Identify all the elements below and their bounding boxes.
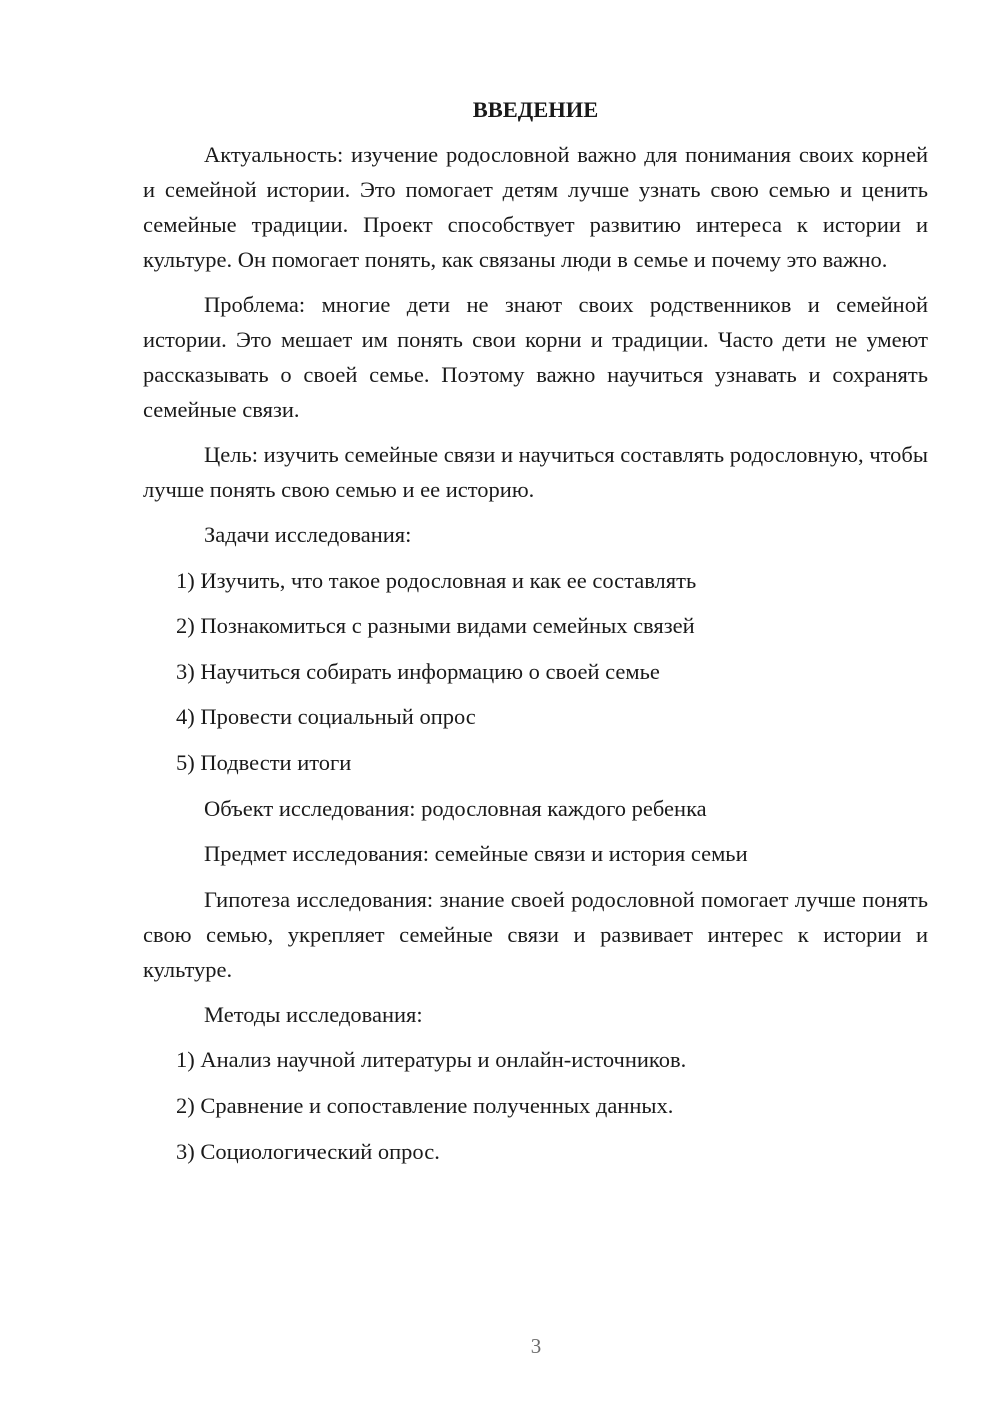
page-number: 3 <box>530 1334 542 1358</box>
goal-paragraph: Цель: изучить семейные связи и научиться составлять родословную, чтобы лучше понять свою семью и ее историю. <box>143 442 928 502</box>
task-list-item: 3) Научиться собирать информацию о своей семье <box>176 658 660 684</box>
methods-title: Методы исследования: <box>204 1001 423 1027</box>
method-list-item: 3) Социологический опрос. <box>176 1138 440 1164</box>
problem-paragraph: Проблема: многие дети не знают своих родственников и семейной истории. Это мешает им понять свои корни и традиции. Часто дети не умеют рассказывать о своей семье. Поэтому важно научиться узнавать и сохранять семейные связи. <box>143 292 928 422</box>
task-list-item: 5) Подвести итоги <box>176 749 352 775</box>
document-body <box>143 92 928 1179</box>
task-list-item: 4) Провести социальный опрос <box>176 704 476 730</box>
research-subject: Предмет исследования: семейные связи и история семьи <box>204 841 748 867</box>
tasks-title: Задачи исследования: <box>204 522 412 547</box>
method-list-item: 2) Сравнение и сопоставление полученных данных. <box>176 1092 674 1118</box>
task-list-item: 1) Изучить, что такое родословная и как ее составлять <box>176 567 697 593</box>
section-heading: ВВЕДЕНИЕ <box>472 97 599 122</box>
method-list-item: 1) Анализ научной литературы и онлайн-источников. <box>176 1047 687 1073</box>
hypothesis-paragraph: Гипотеза исследования: знание своей родословной помогает лучше понять свою семью, укрепляет семейные связи и развивает интерес к истории и культуре. <box>143 886 928 982</box>
task-list-item: 2) Познакомиться с разными видами семейных связей <box>176 613 695 639</box>
research-object: Объект исследования: родословная каждого ребенка <box>204 795 707 821</box>
relevance-paragraph: Актуальность: изучение родословной важно для понимания своих корней и семейной истории. Это помогает детям лучше узнать свою семью и ценить семейные традиции. Проект способствует развитию интереса к истории и культуре. Он помогает понять, как связаны люди в семье и почему это важно. <box>143 142 928 272</box>
